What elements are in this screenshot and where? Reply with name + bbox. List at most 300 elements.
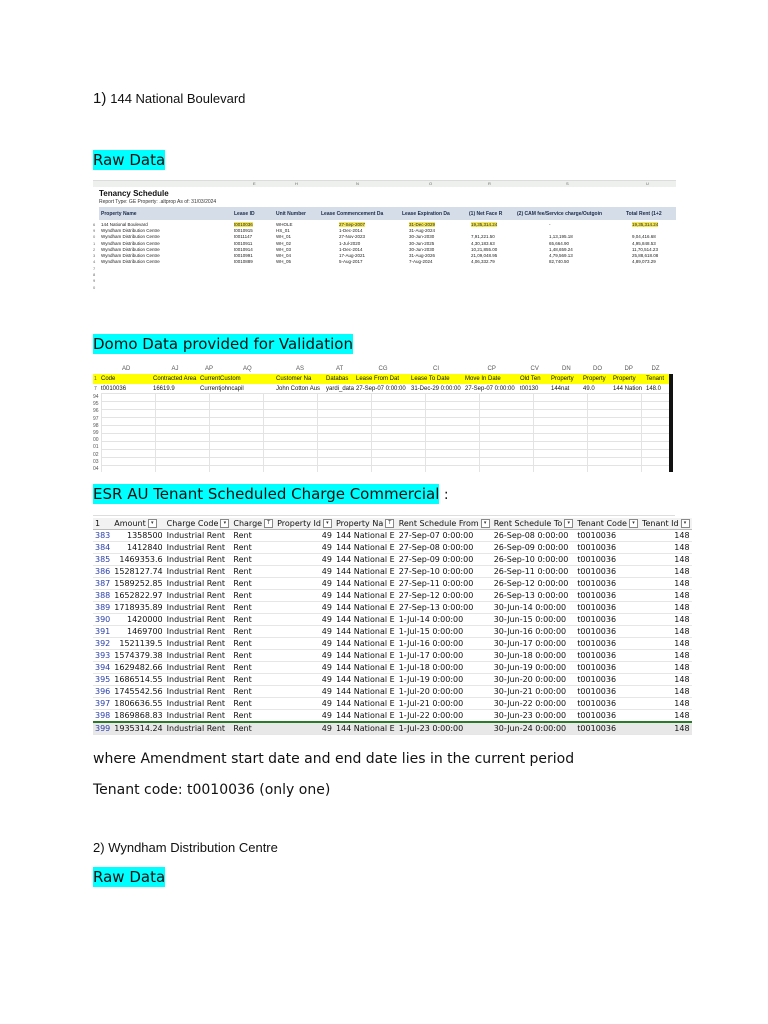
cell-start: 1-Dec-2014: [339, 246, 363, 252]
row-number: 9: [93, 278, 96, 284]
esr-row-number: 396: [95, 687, 111, 696]
esr-header-cell[interactable]: [397, 518, 492, 530]
esr-cell-amount: 1469700: [112, 626, 164, 638]
esr-cell-amount: 1574379.38: [114, 651, 163, 660]
esr-cell-amount: 1652822.97: [114, 591, 163, 600]
section-2-number: 2): [93, 840, 105, 855]
header-lease-id: Lease ID: [234, 211, 255, 217]
esr-cell-code: Industrial Rent: [165, 554, 232, 566]
esr-table: [93, 518, 692, 735]
esr-cell-pid: 49: [275, 554, 334, 566]
cell-unit: WH_04: [276, 253, 292, 258]
esr-cell-to: 30-Jun-17 0:00:00: [492, 638, 576, 650]
esr-table-row[interactable]: [93, 530, 692, 542]
esr-header-row: [93, 518, 692, 530]
domo-header-rownum: 1: [94, 376, 97, 382]
esr-cell-to: 30-Jun-19 0:00:00: [492, 662, 576, 674]
cell-total: 4,95,848.53: [632, 240, 656, 246]
filter-active-icon[interactable]: T: [385, 519, 394, 528]
esr-cell-code: Industrial Rent: [165, 698, 232, 710]
esr-row-number: 397: [95, 699, 111, 708]
domo-header-cell: Tenant: [646, 376, 665, 382]
section-2-heading: [93, 840, 278, 855]
raw-data-highlight: Raw Data: [93, 151, 166, 169]
esr-cell-tcode: t0010036: [575, 554, 640, 566]
esr-header-cell[interactable]: [275, 518, 334, 530]
esr-cell-to: 30-Jun-20 0:00:00: [492, 674, 576, 686]
header-property-name: Property Name: [101, 211, 137, 217]
tenancy-row: [93, 253, 676, 259]
row-number: 7: [93, 266, 96, 271]
cell-net: 10,21,855.00: [471, 246, 498, 252]
esr-cell-amount: 1358500: [112, 530, 164, 542]
esr-cell-to: 30-Jun-22 0:00:00: [492, 698, 576, 710]
domo-col-letter: DO: [593, 366, 602, 372]
esr-row-number: 389: [95, 603, 111, 612]
cell-unit: HS_01: [276, 228, 290, 234]
esr-cell-tcode: t0010036: [575, 542, 640, 554]
esr-cell-tid: 148: [640, 722, 692, 735]
cell-end: 30-Jun-2025: [409, 240, 435, 246]
header-tenant-id: Tenant Id: [641, 519, 679, 528]
esr-colon: :: [443, 487, 449, 503]
esr-cell-amount: 1806636.55: [114, 699, 163, 708]
domo-col-letter: AJ: [171, 366, 179, 372]
tenancy-schedule-subtitle: Report Type: GE Property: .altprop As of: 31/03/2024: [99, 199, 217, 205]
cell-end: 31-Aug-2024: [409, 228, 436, 234]
domo-row-number: 95: [93, 401, 99, 408]
header-unit-number: Unit Number: [276, 211, 306, 217]
esr-cell-pid: 49: [275, 614, 334, 626]
esr-cell-pname: 144 National E: [335, 543, 395, 552]
esr-cell-pid: 49: [275, 578, 334, 590]
esr-cell-tcode: t0010036: [575, 662, 640, 674]
cell-cam: 65,664.90: [549, 240, 570, 246]
esr-table-row[interactable]: [93, 578, 692, 590]
esr-table-row[interactable]: [93, 698, 692, 710]
esr-cell-code: Industrial Rent: [165, 722, 232, 735]
column-letter-bar: [93, 181, 676, 187]
domo-row-number: 03: [93, 458, 99, 465]
header-rent-schedule-to: Rent Schedule To: [493, 519, 563, 528]
esr-header-cell[interactable]: [492, 518, 576, 530]
domo-header-row: [93, 374, 673, 384]
esr-cell-charge: Rent: [231, 578, 275, 590]
row-number: 4: [93, 259, 96, 265]
esr-cell-code: Industrial Rent: [165, 626, 232, 638]
domo-header-cell: Current: [200, 376, 221, 382]
filter-dropdown-icon[interactable]: ▾: [148, 519, 157, 528]
tenancy-schedule-title: Tenancy Schedule: [99, 189, 169, 198]
domo-header-cell: Old Ten: [520, 376, 541, 382]
cell-id: t0010991: [234, 253, 253, 258]
cell-id: t0010911: [234, 240, 253, 246]
esr-table-row[interactable]: [93, 542, 692, 554]
esr-cell-amount: 1686514.55: [114, 675, 163, 684]
esr-cell-from: 27-Sep-12 0:00:00: [397, 590, 492, 602]
esr-cell-pname: 144 National E: [335, 555, 395, 564]
domo-row-number: 96: [93, 408, 99, 415]
esr-cell-tid: 148: [640, 590, 692, 602]
esr-cell-tid: 148: [640, 674, 692, 686]
esr-table-row[interactable]: [93, 662, 692, 674]
esr-cell-pid: 49: [275, 542, 334, 554]
note-amendment-period: where Amendment start date and end date lies in the current period: [93, 751, 575, 767]
tenancy-row: [93, 228, 676, 234]
esr-table-row[interactable]: [93, 626, 692, 638]
raw-data-label-2: [93, 868, 165, 887]
esr-cell-pname: 144 National E: [335, 567, 395, 576]
esr-cell-charge: Rent: [231, 722, 275, 735]
esr-cell-pname: 144 National E: [335, 675, 395, 684]
esr-cell-pname: 144 National E: [335, 531, 395, 540]
header-total-rent: Total Rent (1+2: [626, 211, 662, 217]
domo-col-letter: CP: [487, 366, 496, 372]
cell-id: t0010036: [234, 222, 253, 227]
esr-cell-tcode: t0010036: [575, 674, 640, 686]
section-1-heading: [93, 90, 245, 107]
tenancy-schedule-screenshot: [93, 180, 676, 297]
esr-table-row[interactable]: [93, 566, 692, 578]
header-net-face-rent: (1) Net Face R: [469, 211, 503, 217]
cell-net: 21,09,048.95: [471, 253, 498, 258]
esr-table-row[interactable]: [93, 674, 692, 686]
header-property-name: Property Na: [335, 519, 384, 528]
cell-cam: -: [549, 222, 551, 227]
esr-cell-tcode: t0010036: [575, 698, 640, 710]
esr-cell-amount: 1589252.85: [114, 579, 163, 588]
esr-cell-from: 1-Jul-20 0:00:00: [397, 686, 492, 698]
domo-header-cell: Property: [583, 376, 606, 382]
esr-row-number: 383: [95, 531, 111, 540]
esr-cell-code: Industrial Rent: [165, 662, 232, 674]
esr-cell-to: 26-Sep-09 0:00:00: [492, 542, 576, 554]
filter-dropdown-icon[interactable]: ▾: [220, 519, 229, 528]
domo-data-cell: John Cotton Aus: [276, 386, 321, 392]
domo-data-cell: 144 Nation: [613, 386, 643, 392]
domo-col-letter: DN: [562, 366, 571, 372]
domo-data-cell: Current: [200, 386, 221, 392]
cell-id: t0010914: [234, 246, 253, 252]
domo-data-cell: 144nat: [551, 386, 570, 392]
cell-unit: WH_03: [276, 246, 292, 252]
esr-table-row[interactable]: [93, 722, 692, 735]
cell-start: 27-Nov-2023: [339, 234, 366, 240]
esr-cell-to: 26-Sep-08 0:00:00: [492, 530, 576, 542]
esr-cell-from: 1-Jul-16 0:00:00: [397, 638, 492, 650]
esr-cell-tcode: t0010036: [575, 590, 640, 602]
esr-cell-tid: 148: [640, 626, 692, 638]
domo-data-rownum: 7: [94, 386, 97, 392]
cell-unit: WH_05: [276, 259, 292, 265]
tenancy-row: [93, 234, 676, 240]
esr-cell-amount: 1629482.66: [114, 663, 163, 672]
filter-dropdown-icon[interactable]: ▾: [323, 519, 332, 528]
esr-row-number: 385: [95, 555, 111, 564]
esr-cell-charge: Rent: [231, 626, 275, 638]
cell-name: Wyndham Distribution Centre: [101, 246, 160, 252]
esr-cell-code: Industrial Rent: [165, 674, 232, 686]
header-charge: Charge: [233, 519, 263, 528]
esr-table-row[interactable]: [93, 614, 692, 626]
esr-cell-to: 30-Jun-23 0:00:00: [492, 710, 576, 723]
esr-cell-amount: 1718935.89: [114, 603, 163, 612]
header-amount: Amount: [114, 519, 146, 528]
tenancy-header-row: [99, 207, 676, 220]
cell-name: Wyndham Distribution Centre: [101, 253, 160, 258]
esr-cell-from: 27-Sep-08 0:00:00: [397, 542, 492, 554]
domo-empty-grid: [101, 393, 673, 472]
filter-dropdown-icon[interactable]: ▾: [681, 519, 690, 528]
esr-cell-amount: 1412840: [112, 542, 164, 554]
esr-cell-tcode: t0010036: [575, 602, 640, 614]
esr-cell-pname: 144 National E: [335, 724, 395, 733]
domo-row-number: 02: [93, 451, 99, 458]
domo-screenshot: [93, 364, 673, 472]
domo-header-cell: Property: [551, 376, 574, 382]
domo-col-letter: CG: [378, 366, 388, 372]
esr-cell-code: Industrial Rent: [165, 638, 232, 650]
esr-cell-tcode: t0010036: [575, 638, 640, 650]
esr-cell-pid: 49: [275, 710, 334, 723]
esr-header-cell[interactable]: [575, 518, 640, 530]
esr-cell-tcode: t0010036: [575, 578, 640, 590]
filter-active-icon[interactable]: T: [264, 519, 273, 528]
esr-cell-code: Industrial Rent: [165, 710, 232, 723]
domo-header-cell: Databas: [326, 376, 349, 382]
esr-cell-amount: 1420000: [112, 614, 164, 626]
esr-cell-tid: 148: [640, 542, 692, 554]
esr-cell-pname: 144 National E: [335, 663, 395, 672]
raw-data-highlight-2: Raw Data: [93, 868, 166, 886]
domo-data-cell: 27-Sep-07 0:00:00: [465, 386, 515, 392]
esr-table-row[interactable]: [93, 710, 692, 723]
domo-highlight: Domo Data provided for Validation: [93, 335, 353, 353]
header-lease-commencement: Lease Commencement Da: [321, 211, 384, 217]
esr-cell-charge: Rent: [231, 530, 275, 542]
tenancy-row: [93, 259, 676, 265]
cell-end: 30-Jun-2030: [409, 246, 435, 252]
domo-row-number: 00: [93, 437, 99, 444]
esr-cell-tid: 148: [640, 650, 692, 662]
domo-data-cell: t00130: [520, 386, 539, 392]
esr-cell-from: 27-Sep-13 0:00:00: [397, 602, 492, 614]
filter-dropdown-icon[interactable]: ▾: [564, 519, 573, 528]
esr-cell-amount: 1935314.24: [114, 724, 163, 733]
tenancy-row: [93, 246, 676, 253]
esr-cell-pname: 144 National E: [335, 687, 395, 696]
domo-col-letter: AQ: [243, 366, 252, 372]
domo-data-cell: 148.0: [646, 386, 662, 392]
esr-cell-charge: Rent: [231, 542, 275, 554]
esr-cell-amount: 1869868.83: [114, 711, 163, 720]
section-1-title: 144 National Boulevard: [110, 91, 246, 106]
header-charge-code: Charge Code: [166, 519, 219, 528]
section-2-title: Wyndham Distribution Centre: [108, 840, 278, 855]
cell-start: 27-Sep-2007: [339, 222, 366, 227]
esr-cell-pid: 49: [275, 698, 334, 710]
col-letter: H: [295, 181, 298, 186]
esr-cell-pid: 49: [275, 530, 334, 542]
esr-cell-from: 1-Jul-14 0:00:00: [397, 614, 492, 626]
esr-table-row[interactable]: [93, 554, 692, 566]
esr-row-number: 394: [95, 663, 111, 672]
cell-id: t0011147: [234, 234, 253, 240]
header-tenant-code: Tenant Code: [577, 519, 627, 528]
esr-cell-pname: 144 National E: [335, 579, 395, 588]
col-letter: S: [566, 181, 569, 186]
esr-cell-charge: Rent: [231, 698, 275, 710]
esr-table-row[interactable]: [93, 650, 692, 662]
esr-cell-from: 1-Jul-21 0:00:00: [397, 698, 492, 710]
esr-label: [93, 485, 449, 504]
cell-net: 4,30,183.63: [471, 240, 495, 246]
esr-header-cell[interactable]: [231, 518, 275, 530]
esr-row-number: 390: [95, 615, 111, 624]
esr-cell-pname: 144 National E: [335, 615, 395, 624]
esr-cell-pname: 144 National E: [335, 699, 395, 708]
esr-table-row[interactable]: [93, 590, 692, 602]
esr-row-number: 388: [95, 591, 111, 600]
cell-unit: WHOLE: [276, 222, 293, 227]
cell-total: 4,89,073.29: [632, 259, 656, 265]
row-number: 0: [93, 234, 96, 240]
esr-cell-charge: Rent: [231, 590, 275, 602]
esr-cell-charge: Rent: [231, 614, 275, 626]
esr-row-number: 387: [95, 579, 111, 588]
row-number: 1: [93, 240, 96, 246]
esr-cell-from: 27-Sep-11 0:00:00: [397, 578, 492, 590]
filter-dropdown-icon[interactable]: ▾: [481, 519, 490, 528]
domo-row-number: 98: [93, 422, 99, 429]
cell-end: 30-Jun-2030: [409, 234, 435, 240]
esr-table-row[interactable]: [93, 602, 692, 614]
cell-net: 7,91,221.50: [471, 234, 495, 240]
domo-header-cell: Code: [101, 376, 116, 382]
domo-col-letter: AT: [336, 366, 344, 372]
esr-cell-tcode: t0010036: [575, 530, 640, 542]
esr-cell-tid: 148: [640, 710, 692, 723]
esr-row-number: 384: [95, 543, 111, 552]
cell-cam: 4,79,569.13: [549, 253, 573, 258]
domo-col-letter: AD: [122, 366, 131, 372]
domo-col-letter: CV: [530, 366, 539, 372]
cell-total: 11,70,514.23: [632, 246, 658, 252]
esr-cell-tid: 148: [640, 530, 692, 542]
row-number: 0: [93, 284, 96, 290]
esr-cell-charge: Rent: [231, 710, 275, 723]
esr-cell-amount: 1745542.56: [114, 687, 163, 696]
filter-dropdown-icon[interactable]: ▾: [629, 519, 638, 528]
domo-column-letters: [93, 364, 673, 373]
esr-highlight: ESR AU Tenant Scheduled Charge Commercial: [93, 485, 440, 503]
esr-cell-code: Industrial Rent: [165, 578, 232, 590]
domo-data-row: [93, 385, 673, 393]
esr-cell-pname: 144 National E: [335, 603, 395, 612]
esr-cell-tid: 148: [640, 662, 692, 674]
esr-cell-tcode: t0010036: [575, 686, 640, 698]
domo-col-letter: DP: [624, 366, 633, 372]
cell-name: Wyndham Distribution Centre: [101, 259, 160, 265]
cell-id: t0010915: [234, 228, 253, 234]
esr-cell-charge: Rent: [231, 674, 275, 686]
esr-cell-tcode: t0010036: [575, 614, 640, 626]
header-lease-expiration: Lease Expiration Da: [402, 211, 450, 217]
row-number: 8: [93, 272, 96, 278]
cell-name: Wyndham Distribution Centre: [101, 234, 160, 240]
esr-table-row[interactable]: [93, 638, 692, 650]
cell-end: 31-Dec-2029: [409, 222, 436, 227]
domo-header-cell: Move In Date: [465, 376, 501, 382]
domo-header-cell: Lease To Date: [411, 376, 450, 382]
domo-data-cell: 16619.9: [153, 386, 175, 392]
esr-cell-charge: Rent: [231, 554, 275, 566]
esr-screenshot: [93, 515, 690, 739]
esr-cell-to: 26-Sep-10 0:00:00: [492, 554, 576, 566]
esr-cell-charge: Rent: [231, 662, 275, 674]
esr-header-cell[interactable]: [112, 518, 164, 530]
esr-cell-to: 30-Jun-24 0:00:00: [492, 722, 576, 735]
tenancy-row: [93, 240, 676, 247]
cell-name: Wyndham Distribution Centre: [101, 240, 160, 246]
domo-data-cell: yardi_data: [326, 386, 355, 392]
domo-col-letter: AS: [296, 366, 305, 372]
esr-cell-pid: 49: [275, 686, 334, 698]
cell-cam: 1,13,195.18: [549, 234, 573, 240]
cell-unit: WH_01: [276, 234, 292, 240]
esr-cell-charge: Rent: [231, 602, 275, 614]
domo-row-number: 04: [93, 466, 99, 472]
esr-cell-amount: 1528127.74: [114, 567, 163, 576]
col-letter: U: [646, 181, 649, 186]
esr-cell-to: 26-Sep-13 0:00:00: [492, 590, 576, 602]
row-number: 6: [93, 222, 96, 227]
esr-header-cell[interactable]: [165, 518, 232, 530]
cell-unit: WH_02: [276, 240, 292, 246]
esr-cell-amount: 1521139.5: [112, 638, 164, 650]
esr-cell-pid: 49: [275, 602, 334, 614]
esr-table-row[interactable]: [93, 686, 692, 698]
esr-cell-pname: 144 National E: [335, 591, 395, 600]
domo-label: [93, 335, 353, 354]
domo-data-cell: 49.0: [583, 386, 595, 392]
row-number: 9: [93, 228, 96, 234]
tenancy-row: [93, 222, 676, 228]
esr-row-number: 393: [95, 651, 111, 660]
esr-cell-to: 26-Sep-12 0:00:00: [492, 578, 576, 590]
header-property-id: Property Id: [277, 519, 321, 528]
cell-end: 31-Aug-2026: [409, 253, 436, 258]
col-letter: O: [429, 181, 433, 186]
cell-end: 7-Aug-2024: [409, 259, 433, 265]
esr-cell-pid: 49: [275, 662, 334, 674]
esr-cell-tcode: t0010036: [575, 722, 640, 735]
esr-cell-pid: 49: [275, 722, 334, 735]
domo-row-number: 97: [93, 415, 99, 422]
row-number: 2: [93, 246, 96, 252]
esr-header-cell[interactable]: [640, 518, 692, 530]
domo-row-number: 99: [93, 430, 99, 436]
cell-start: 1-Jul-2020: [339, 240, 361, 246]
esr-cell-tid: 148: [640, 686, 692, 698]
esr-cell-from: 27-Sep-09 0:00:00: [397, 554, 492, 566]
esr-cell-tcode: t0010036: [575, 650, 640, 662]
esr-header-cell[interactable]: [334, 518, 397, 530]
esr-cell-pid: 49: [275, 590, 334, 602]
esr-cell-to: 30-Jun-15 0:00:00: [492, 614, 576, 626]
esr-cell-tid: 148: [640, 698, 692, 710]
esr-cell-tid: 148: [640, 578, 692, 590]
